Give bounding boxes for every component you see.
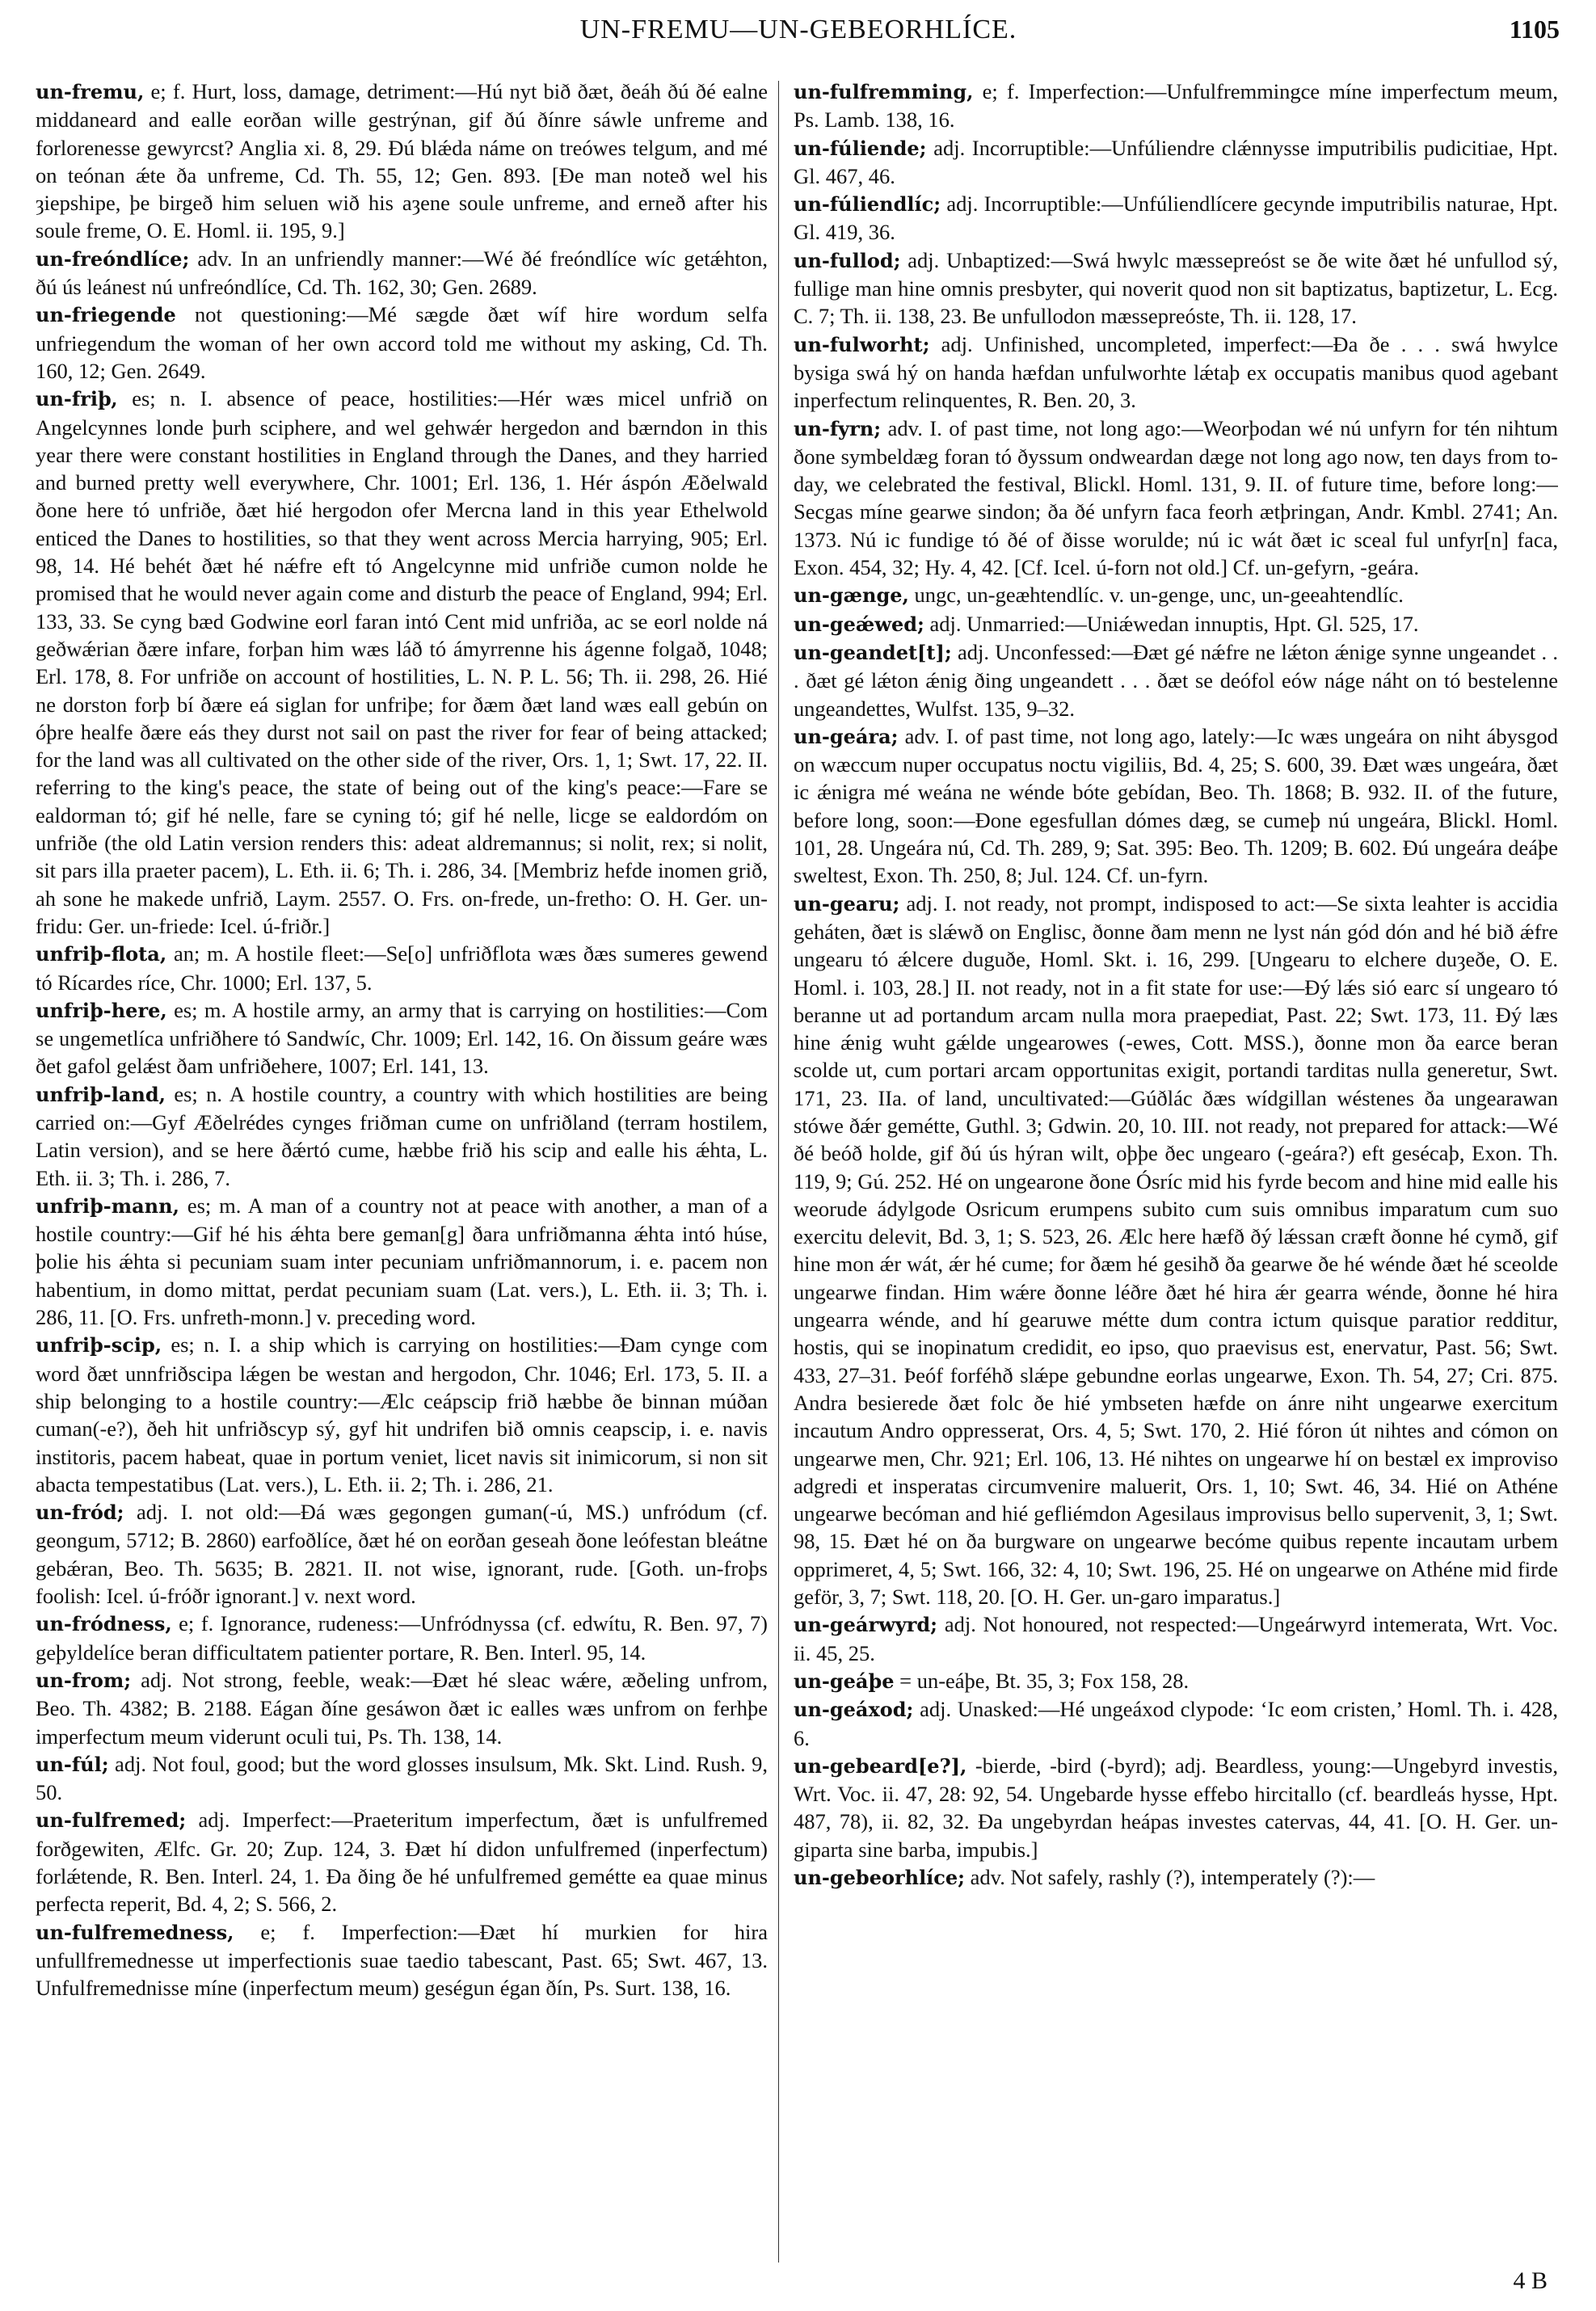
- entry-headword: un-fyrn;: [794, 416, 882, 440]
- dictionary-entry: [36, 301, 768, 385]
- entry-headword: unfriþ-land,: [36, 1082, 166, 1106]
- entry-definition: adj. Unfinished, uncompleted, imperfect:—Ða ðe . . . swá hwylce bysiga swá hý on handa hæfdan unfulworhte lǽtaþ ex occupatis manibus quod agebant inperfectum relinquentes, R. Ben. 20, 3.: [794, 331, 1558, 413]
- dictionary-entry: [36, 385, 768, 940]
- dictionary-entry: [794, 890, 1558, 1611]
- dictionary-entry: [794, 610, 1558, 638]
- entry-definition: e; f. Imperfection:—Unfulfremmingce míne imperfectum meum, Ps. Lamb. 138, 16.: [794, 79, 1558, 133]
- entry-headword: unfriþ-flota,: [36, 942, 167, 966]
- entry-definition: e; f. Imperfection:—Ðæt hí murkien for hira unfullfremednesse ut imperfectionis suae taedio tabescant, Past. 65; Swt. 467, 13. Unfulfremednisse míne (inperfectum meum) geségun égan ðín, Ps. Surt. 138, 16.: [36, 1919, 768, 2001]
- entry-headword: un-fród;: [36, 1501, 124, 1525]
- entry-definition: e; f. Ignorance, rudeness:—Unfródnyssa (cf. edwítu, R. Ben. 97, 7) geþyldelíce beran difficultatem patienter portare, R. Ben. Interl. 95, 14.: [36, 1611, 768, 1665]
- entry-headword: un-fullod;: [794, 248, 901, 272]
- dictionary-entry: [794, 1752, 1558, 1863]
- entry-definition: es; m. A man of a country not at peace with another, a man of a hostile country:—Gif hé his ǽhta bere geman[g] ðara unfriðmanna ǽhta intó húse, þolie his ǽhta si pecuniam suam inter pecuniam unfriðmannorum, i. e. pacem non habentium, in domo mittat, perdat pecuniam suam (Lat. vers.), L. Eth. ii. 3; Th. i. 286, 11. [O. Frs. unfreth-monn.] v. preceding word.: [36, 1193, 768, 1330]
- entry-headword: unfriþ-mann,: [36, 1193, 179, 1218]
- entry-definition: e; f. Hurt, loss, damage, detriment:—Hú nyt bið ðæt, ðeáh ðú ðé ealne middaneard and ealle eorðan wille gestrýnan, gif ðú ðínre sáwle unfreme and forlorenesse gewyrcst? Anglia xi. 8, 29. Ðú blǽda náme on treówes telgum, and mé on teónan ǽte ða unfreme, Cd. Th. 55, 12; Gen. 893. [Ðe man noteð wel his ȝiepshipe, þe birgeð him seluen wið his aȝene soule unfreme, and erneð after his soule freme, O. E. Homl. ii. 195, 9.]: [36, 79, 768, 243]
- dictionary-entry: [794, 78, 1558, 134]
- dictionary-entry: [794, 722, 1558, 890]
- entry-headword: un-fúliende;: [794, 136, 927, 160]
- entry-definition: adj. Incorruptible:—Unfúliendre clǽnnysse imputribilis pudicitiae, Hpt. Gl. 467, 46.: [794, 135, 1558, 188]
- entry-definition: adv. Not safely, rashly (?), intemperately (?):—: [965, 1865, 1375, 1889]
- dictionary-entry: [36, 1918, 768, 2002]
- entry-definition: an; m. A hostile fleet:—Se[o] unfriðflota wæs ðæs sumeres gewend tó Rícardes ríce, Chr. 1000; Erl. 137, 5.: [36, 941, 768, 995]
- dictionary-entry: [794, 190, 1558, 246]
- dictionary-entry: [36, 1331, 768, 1498]
- entry-headword: unfriþ-here,: [36, 998, 167, 1022]
- entry-headword: un-gænge,: [794, 583, 909, 608]
- entry-headword: un-geára;: [794, 724, 899, 748]
- dictionary-entry: [794, 1667, 1558, 1695]
- entry-headword: un-geáþe: [794, 1669, 895, 1693]
- running-title: UN-FREMU—UN-GEBEORHLÍCE.: [579, 15, 1017, 44]
- dictionary-entry: [794, 1863, 1558, 1892]
- entry-definition: adj. Not foul, good; but the word glosses insulsum, Mk. Skt. Lind. Rush. 9, 50.: [36, 1751, 768, 1805]
- dictionary-entry: [794, 134, 1558, 191]
- entry-definition: adj. I. not old:—Ðá wæs gegongen guman(-ú, MS.) unfródum (cf. geongum, 5712; B. 2860) earfoðlíce, ðæt hé on eorðan geseah ðone leófestan bleátne gebǽran, Beo. Th. 5635; B. 2821. II. not wise, ignorant, rude. [Goth. un-froþs foolish: Icel. ú-fróðr ignorant.] v. next word.: [36, 1500, 768, 1609]
- entry-definition: adj. Not honoured, not respected:—Ungeárwyrd intemerata, Wrt. Voc. ii. 45, 25.: [794, 1612, 1558, 1665]
- entry-headword: un-fulfremedness,: [36, 1920, 234, 1944]
- entry-definition: ungc, un-geæhtendlíc. v. un-genge, unc, un-geeahtendlíc.: [908, 583, 1404, 608]
- column-divider: [778, 81, 779, 2263]
- dictionary-entry: [794, 581, 1558, 609]
- entry-definition: not questioning:—Mé sægde ðæt wíf hire wordum selfa unfriegendum the woman of her own accord told me without my asking, Cd. Th. 160, 12; Gen. 2649.: [36, 302, 768, 383]
- entry-definition: adj. Unasked:—Hé ungeáxod clypode: ‘Ic eom cristen,’ Homl. Th. i. 428, 6.: [794, 1697, 1558, 1750]
- dictionary-entry: [36, 1192, 768, 1331]
- dictionary-entry: [794, 1610, 1558, 1667]
- entry-headword: un-fulfremed;: [36, 1808, 187, 1833]
- dictionary-entry: [36, 1498, 768, 1610]
- entry-definition: = un-eáþe, Bt. 35, 3; Fox 158, 28.: [894, 1668, 1190, 1693]
- entry-headword: un-fulworht;: [794, 332, 930, 356]
- dictionary-entry: [794, 415, 1558, 582]
- entry-definition: -bierde, -bird (-byrd); adj. Beardless, young:—Ungebyrd investis, Wrt. Voc. ii. 47, 28: 92, 54. Ungebarde hysse effebo hircitallo (cf. beardleás hysse, Hpt. 487, 78), ii. 82, 32. Ða ungebyrdan heápas investes catervas, 44, 41. [O. H. Ger. un-giparta sine barba, impubis.]: [794, 1753, 1558, 1862]
- dictionary-entry: [794, 1695, 1558, 1752]
- entry-definition: adj. Unbaptized:—Swá hwylc mæssepreóst se ðe wite ðæt hé unfullod sý, fullige man hine omnis presbyter, qui noverit quod non sit baptizatus, baptizetur, L. Ecg. C. 7; Th. ii. 138, 23. Be unfullodon mæssepreóste, Th. ii. 128, 17.: [794, 247, 1558, 329]
- entry-headword: un-fródness,: [36, 1612, 172, 1636]
- entry-headword: unfriþ-scip,: [36, 1333, 162, 1358]
- entry-headword: un-geáxod;: [794, 1698, 914, 1722]
- entry-definition: adj. I. not ready, not prompt, indisposed to act:—Se sixta leahter is accidia geháten, ðæt is slǽwð on Englisc, ðonne ðam menn ne lyst nán gód dón and hé bið ǽfre ungearu tó ǽlcere duguðe, Homl. Skt. i. 16, 299. [Ungearu to elchere duȝeðe, O. E. Homl. i. 103, 28.] II. not ready, not in a fit state for use:—Ðý lǽs sió earc sí ungearo tó beranne ut ad portandum arcam nulla mora praepediat, Past. 22; Swt. 173, 11. Ðý læs hine ǽnig wuht gǽlde ungearowes (-ewes, Cott. MSS.), ðonne mon ða earce beran scolde ut, cum portari arcam opportunitas exigit, portandi tarditas nulla generetur, Swt. 171, 23. IIa. of land, uncultivated:—Gúðlác ðæs wídgillan wéstenes ða ungearawan stówe ðǽr gemétte, Guthl. 3; Gdwin. 20, 10. III. not ready, not prepared for attack:—Wé ðé beóð holde, gif ðú ús hýran wilt, oþþe ðec ungearo (-geára?) eft gesécaþ, Exon. Th. 119, 9; Gú. 252. Hé on ungearone ðone Ósríc mid his fyrde becom and hine mid ealle his weorude ádylgode Osricum erumpens subito cum suis omnibus imparatum cum suo exercitu delevit, Bd. 3, 1; S. 523, 26. Ælc here hæfð ðý lǽssan cræft ðonne hé cymð, gif hine mon ǽr wát, ǽr hé cume; for ðæm hé gesihð ða gearwe ðe hé wénde ðæt hé sceolde ungearwe findan. Him wǽre ðonne léðre ðæt hé hira ǽr gearra wénde, ðonne hé hira ungearra wénde, and hí gearuwe métte dum contra ictum quisque paratior redditur, hostis, qui se inopinatum credidit, eo ipso, quo praevisus est, enervatur, Past. 56; Swt. 433, 27–31. Þeóf forféhð slǽpe gebundne eorlas ungearwe, Exon. Th. 54, 27; Cri. 875. Andra besierede ðæt folc ðe hié ymbseten hæfde on ánre niht ungearwe exercitum incautum Andro oppresserat, Ors. 4, 5; Swt. 170, 2. Hié fóron út nihtes and cómon on ungearwe men, Chr. 921; Erl. 106, 13. Hé nihtes on ungearwe hí on bestæl ex improviso adgredi et insperatas circumvenire maluerit, Ors. 1, 10; Swt. 46, 34. Hié on Athéne ungearwe becóman and hié gefliémdon Agesilaus improvisus bello supervenit, 3, 1; Swt. 98, 15. Ðæt hé on ða burgware on ungearwe becóme quibus repente incautam urbem opprimeret, 4, 5; Swt. 166, 32: 4, 10; Swt. 196, 25. Hé on ungearwe on Athéne mid firde geför, 3, 7; Swt. 118, 20. [O. H. Ger. un-garo imparatus.]: [794, 890, 1558, 1610]
- entry-headword: un-fúl;: [36, 1752, 109, 1776]
- entry-definition: adj. Unmarried:—Uniǽwedan innuptis, Hpt. Gl. 525, 17.: [924, 611, 1419, 636]
- dictionary-entry: [36, 1806, 768, 1917]
- entry-headword: un-gearu;: [794, 891, 900, 916]
- entry-definition: es; m. A hostile army, an army that is carrying on hostilities:—Com se ungemetlíca unfriðhere tó Sandwíc, Chr. 1009; Erl. 142, 16. On ðissum geáre wæs ðet gafol gelǽst ðam unfriðehere, 1007; Erl. 141, 13.: [36, 997, 768, 1079]
- dictionary-entry: [36, 1750, 768, 1807]
- entry-headword: un-from;: [36, 1668, 132, 1692]
- entry-definition: es; n. A hostile country, a country with which hostilities are being carried on:—Gyf Æðelrédes cynges friðman cume on unfriðland (terram hostilem, Latin version), and se here ðǽrtó cume, hæbbe frið his scip and ealle his ǽhta, L. Eth. ii. 3; Th. i. 286, 7.: [36, 1081, 768, 1190]
- entry-definition: adj. Unconfessed:—Ðæt gé nǽfre ne lǽton ǽnige synne ungeandet . . . ðæt gé lǽton ǽnig ðing ungeandett . . . ðæt se deófol eów náge náht on tó bestelenne ungeandettes, Wulfst. 135, 9–32.: [794, 639, 1558, 721]
- dictionary-entry: [36, 1666, 768, 1750]
- entry-definition: adv. I. of past time, not long ago, lately:—Ic wæs ungeára on niht ábysgod on wæccum nuper occupatus noctu vigiliis, Bd. 4, 25; S. 600, 39. Ðæt wæs ungeára, ðæt ic ǽnigra mé weána ne wénde bóte gebídan, Beo. Th. 1868; B. 932. II. of the future, before long, soon:—Ðone egesfullan dómes dæg, se cumeþ nú ungeára, Blickl. Homl. 101, 28. Ungeára nú, Cd. Th. 289, 9; Sat. 395: Beo. Th. 1209; B. 602. Ðú ungeára deáþe sweltest, Exon. Th. 250, 8; Jul. 124. Cf. un-fyrn.: [794, 723, 1558, 888]
- dictionary-entry: [794, 330, 1558, 415]
- entry-headword: un-fulfremming,: [794, 80, 974, 103]
- dictionary-entry: [36, 1610, 768, 1666]
- entry-headword: un-fúliendlíc;: [794, 192, 941, 217]
- entry-headword: un-geǽwed;: [794, 612, 924, 636]
- entry-headword: un-geárwyrd;: [794, 1613, 937, 1637]
- entry-headword: un-freóndlíce;: [36, 246, 190, 271]
- right-column: [794, 78, 1558, 2275]
- dictionary-entry: [36, 245, 768, 301]
- dictionary-entry: [794, 638, 1558, 722]
- entry-headword: un-fremu,: [36, 80, 145, 103]
- page-number: 1105: [1509, 15, 1560, 44]
- page-header: [37, 15, 1560, 55]
- entry-definition: adj. Not strong, feeble, weak:—Ðæt hé sleac wǽre, æðeling unfrom, Beo. Th. 4382; B. 2188. Eágan ðíne gesáwon ðæt ic ealles wæs unfrom on ferhþe imperfectum meum viderunt oculi tui, Ps. Th. 138, 14.: [36, 1667, 768, 1749]
- entry-headword: un-friþ,: [36, 387, 118, 411]
- entry-headword: un-gebeard[e?],: [794, 1753, 967, 1778]
- entry-headword: un-geandet[t];: [794, 640, 952, 664]
- dictionary-entry: [36, 78, 768, 245]
- dictionary-entry: [794, 246, 1558, 330]
- dictionary-entry: [36, 996, 768, 1080]
- entry-definition: adj. Imperfect:—Praeteritum imperfectum, ðæt is unfulfremed forðgewiten, Ælfc. Gr. 20; Zup. 124, 3. Ðæt hí didon unfulfremed (inperfectum) forlǽtende, R. Ben. Interl. 24, 1. Ða ðing ðe hé unfulfremed gemétte ea quae minus perfecta reperit, Bd. 4, 2; S. 566, 2.: [36, 1808, 768, 1917]
- left-column: [36, 78, 768, 2275]
- entry-headword: un-gebeorhlíce;: [794, 1866, 966, 1889]
- entry-headword: un-friegende: [36, 303, 176, 327]
- dictionary-entry: [36, 1080, 768, 1192]
- entry-definition: adv. In an unfriendly manner:—Wé ðé freóndlíce wíc getǽhton, ðú ús leánest nú unfreóndlíce, Cd. Th. 162, 30; Gen. 2689.: [36, 246, 768, 300]
- dictionary-entry: [36, 940, 768, 996]
- entry-definition: adv. I. of past time, not long ago:—Weorþodan wé nú unfyrn for tén nihtum ðone symbeldæg foran tó ðyssum ondweardan dæge not long ago now, ten days from to-day, we celebrated the festival, Blickl. Homl. 131, 9. II. of future time, before long:—Secgas míne gearwe sindon; ða ðé unfyrn faca feorh ætþringan, Andr. Kmbl. 2741; An. 1373. Nú ic fundige tó ðé of ðisse worulde; nú ic wát ðæt ic sceal ful unfyr[n] faca, Exon. 454, 32; Hy. 4, 42. [Cf. Icel. ú-forn not old.] Cf. un-gefyrn, -geára.: [794, 415, 1558, 580]
- entry-definition: adj. Incorruptible:—Unfúliendlícere gecynde imputribilis naturae, Hpt. Gl. 419, 36.: [794, 192, 1558, 245]
- entry-definition: es; n. I. a ship which is carrying on hostilities:—Ðam cynge com word ðæt unnfriðscipa lǽgen be westan and hergodon, Chr. 1046; Erl. 173, 5. II. a ship belonging to a hostile country:—Ælc ceápscip frið hæbbe ðe binnan múðan cuman(-e?), ðeh hit unfriðscyp sý, gyf hit undrifen bið omnis ceapscip, i. e. navis institoris, pacem habeat, quae in portum veniet, licet navis sit inimicorum, si non sit abacta tempestatibus (Lat. vers.), L. Eth. ii. 2; Th. i. 286, 21.: [36, 1332, 768, 1496]
- entry-definition: es; n. I. absence of peace, hostilities:—Hér wæs micel unfrið on Angelcynnes londe þurh sciphere, and wel gehwǽr hergedon and bærndon in this year there were constant hostilities in England through the Danes, and they harried and burned pretty well everywhere, Chr. 1001; Erl. 136, 1. Hér áspón Æðelwald ðone here tó unfriðe, ðæt hié hergodon ofer Mercna land in this year Ethelwold enticed the Danes to hostilities, so that they went across Mercia harrying, 905; Erl. 98, 14. Hé behét ðæt hé nǽfre eft tó Angelcynne mid unfriðe cumon nolde he promised that he would never again come and disturb the peace of England, 994; Erl. 133, 33. Se cyng bæd Godwine eorl faran intó Cent mid unfriða, ac se eorl nolde ná geðwǽrian ðære infare, forþan him wæs láð tó ámyrrenne his ágenne folgað, 1048; Erl. 178, 8. For unfriðe on account of hostilities, L. N. P. L. 56; Th. ii. 298, 26. Hié ne dorston forþ bí ðære eá siglan for unfriþe; for ðæm ðæt land wæs eall gebún on óþre healfe ðære eás they durst not sail on past the river for fear of being attacked; for the land was all cultivated on the other side of the river, Ors. 1, 1; Swt. 17, 22. II. referring to the king's peace, the state of being out of the king's peace:—Fare se ealdorman tó; gif hé nelle, fare se cyning tó; gif hé nelle, licge se ealdordóm on unfriðe (the old Latin version renders this: adeat aldremannus; si nolit, rex; si nolit, sit pars illa praeter pacem), L. Eth. ii. 6; Th. i. 286, 34. [Membriz hefde inomen grið, ah sone he makede unfrið, Laym. 2557. O. Frs. on-frede, un-fretho: O. H. Ger. un-fridu: Ger. un-friede: Icel. ú-friðr.]: [36, 386, 768, 938]
- signature-mark: 4 B: [1513, 2267, 1548, 2294]
